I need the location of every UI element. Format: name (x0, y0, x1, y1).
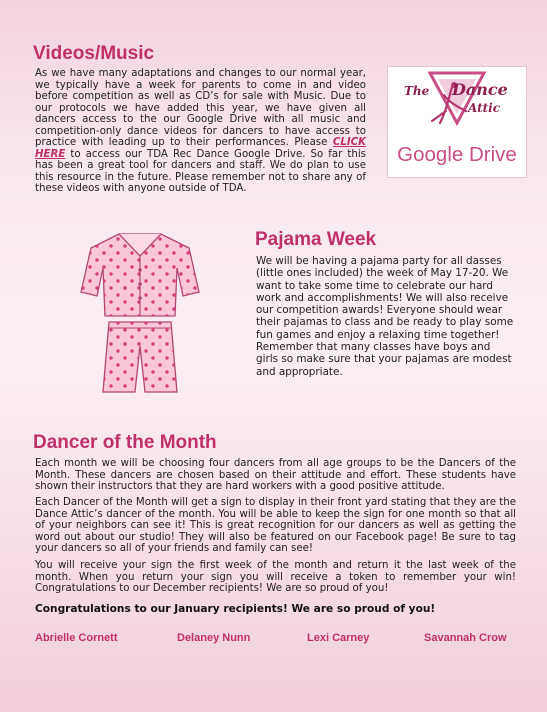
google-drive-caption: Google Drive (397, 143, 517, 166)
dotm-paragraph-1: Each month we will be choosing four dancers from all age groups to be the Dancers of the Month. These dancers are chosen based on their attitude and effort. These students have shown their instructors that they are hard workers with a good positive attitude. (35, 458, 516, 492)
click-here-link[interactable]: CLICK HERE (35, 137, 366, 160)
dancer-of-month-title: Dancer of the Month (33, 432, 217, 453)
videos-body-part-2: to access our TDA Rec Dance Google Drive. So far this has been a great tool for dancers and staff. We do plan to use this resource in the future. Please remember not to share any of these videos with anyone outside of TDA. (35, 148, 366, 194)
pajama-week-body: We will be having a pajama party for all dasses (little ones included) the week of May 17-20. We want to take some time to celebrate our hard work and accomplishments! We will also receive our competition awards! Everyone should wear their pajamas to class and be ready to play some fun games and enjoy a relaxing time together! Remember that many classes have boys and girls so make sure that your pajamas are modest and appropriate. (256, 255, 514, 378)
videos-body-part-1: As we have many adaptations and changes to our normal year, we typically have a week for parents to come in and video before competition as well as CD’s for sale with Music. Due to our protocols we have added this year, we have given all dancers access to the our Google Drive with all music and competition-only dance videos for dancers to have access to practice with leading up to their performances. Please (35, 68, 366, 148)
logo-word-the: The (404, 84, 430, 98)
dance-attic-logo-icon (388, 67, 526, 177)
pajamas-illustration (79, 228, 201, 394)
winner-name: Savannah Crow (424, 632, 507, 644)
dotm-paragraph-3: You will receive your sign the first week of the month and return it the last week of the month. When you return your sign you will receive a token to remember your win! Congratulations to our December recipients! We are so proud of you! (35, 560, 516, 594)
logo-word-dance: Dance (452, 80, 508, 99)
congrats-line: Congratulations to our January recipients! We are so proud of you! (35, 603, 436, 615)
winner-name: Lexi Carney (307, 632, 370, 644)
winner-name: Abrielle Cornett (35, 632, 118, 644)
logo-word-attic: Attic (468, 101, 501, 115)
pajama-week-title: Pajama Week (255, 229, 377, 250)
dance-attic-google-drive-logo[interactable] (387, 66, 527, 178)
winner-name: Delaney Nunn (177, 632, 251, 644)
dotm-paragraph-2: Each Dancer of the Month will get a sign to display in their front yard stating that they are the Dance Attic’s dancer of the month. You will be able to keep the sign for one month so that all of your neighbors can see it! This is great recognition for our dancers as well as getting the word out about our studio! They will also be featured on our Facebook page! Be sure to tag your dancers so all of your friends and family can see! (35, 497, 516, 554)
videos-music-title: Videos/Music (33, 43, 155, 64)
videos-music-body (35, 68, 366, 195)
